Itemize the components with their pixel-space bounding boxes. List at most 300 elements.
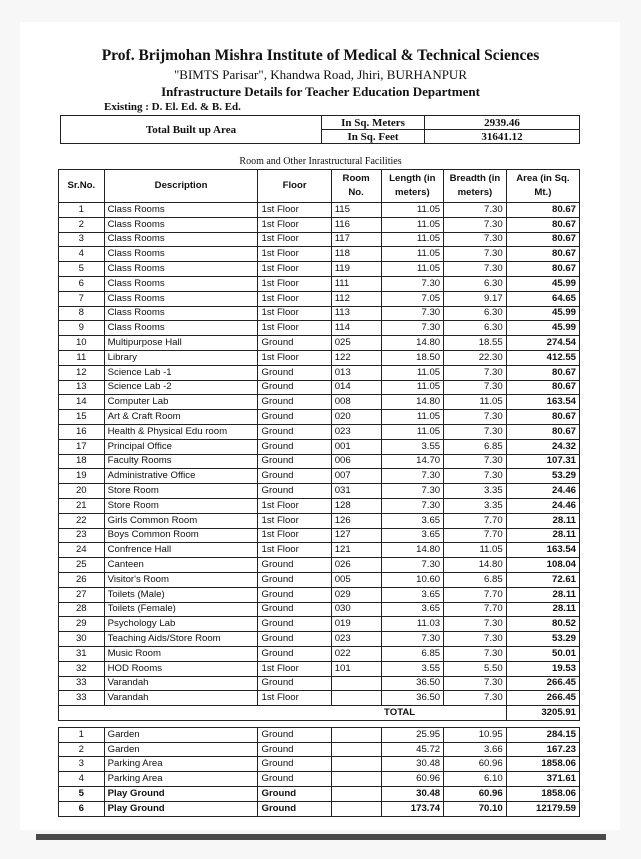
breadth-cell: 7.30 xyxy=(444,676,507,691)
room-row xyxy=(59,365,580,380)
floor-cell: Ground xyxy=(258,787,331,802)
room-no-cell: 121 xyxy=(331,543,381,558)
area-cell: 80.67 xyxy=(506,410,579,425)
floor-cell: Ground xyxy=(258,365,331,380)
room-row xyxy=(59,262,580,277)
room-row xyxy=(59,306,580,321)
breadth-cell: 6.30 xyxy=(444,276,507,291)
area-cell: 64.65 xyxy=(506,291,579,306)
length-cell: 7.30 xyxy=(381,498,444,513)
sr-cell: 19 xyxy=(59,469,105,484)
area-cell: 28.11 xyxy=(506,602,579,617)
col-area-header: Area (in Sq. Mt.) xyxy=(506,170,579,203)
room-no-cell xyxy=(331,801,381,816)
room-row xyxy=(59,572,580,587)
room-row xyxy=(59,424,580,439)
room-no-cell: 031 xyxy=(331,484,381,499)
description-cell: Class Rooms xyxy=(104,247,258,262)
sr-cell: 15 xyxy=(59,410,105,425)
sr-cell: 16 xyxy=(59,424,105,439)
length-cell: 30.48 xyxy=(381,787,444,802)
length-cell: 45.72 xyxy=(381,742,444,757)
room-row xyxy=(59,350,580,365)
length-cell: 3.65 xyxy=(381,587,444,602)
sr-cell: 1 xyxy=(59,727,105,742)
col-length-header: Length (in meters) xyxy=(381,170,444,203)
col-breadth-header: Breadth (in meters) xyxy=(444,170,507,203)
sr-cell: 26 xyxy=(59,572,105,587)
sr-cell: 11 xyxy=(59,350,105,365)
sr-cell: 2 xyxy=(59,742,105,757)
breadth-cell: 7.30 xyxy=(444,203,507,218)
room-no-cell: 114 xyxy=(331,321,381,336)
room-no-cell: 013 xyxy=(331,365,381,380)
sr-cell: 28 xyxy=(59,602,105,617)
sr-cell: 9 xyxy=(59,321,105,336)
existing-courses: Existing : D. El. Ed. & B. Ed. xyxy=(104,101,241,113)
description-cell: Class Rooms xyxy=(104,262,258,277)
breadth-cell: 7.30 xyxy=(444,217,507,232)
floor-cell: Ground xyxy=(258,801,331,816)
floor-cell: 1st Floor xyxy=(258,291,331,306)
room-no-cell xyxy=(331,757,381,772)
description-cell: Garden xyxy=(104,742,258,757)
floor-cell: 1st Floor xyxy=(258,306,331,321)
room-no-cell: 001 xyxy=(331,439,381,454)
room-row xyxy=(59,558,580,573)
floor-cell: Ground xyxy=(258,757,331,772)
room-no-cell: 117 xyxy=(331,232,381,247)
room-no-cell: 019 xyxy=(331,617,381,632)
room-no-cell: 118 xyxy=(331,247,381,262)
sr-cell: 7 xyxy=(59,291,105,306)
length-cell: 11.05 xyxy=(381,365,444,380)
description-cell: Health & Physical Edu room xyxy=(104,424,258,439)
length-cell: 18.50 xyxy=(381,350,444,365)
floor-cell: Ground xyxy=(258,572,331,587)
length-cell: 11.05 xyxy=(381,380,444,395)
floor-cell: Ground xyxy=(258,395,331,410)
area-cell: 80.67 xyxy=(506,424,579,439)
outdoor-row xyxy=(59,727,580,742)
room-no-cell: 005 xyxy=(331,572,381,587)
length-cell: 11.05 xyxy=(381,424,444,439)
area-cell: 24.46 xyxy=(506,484,579,499)
breadth-cell: 7.30 xyxy=(444,646,507,661)
area-cell: 80.67 xyxy=(506,247,579,262)
breadth-cell: 7.30 xyxy=(444,469,507,484)
length-cell: 7.30 xyxy=(381,558,444,573)
floor-cell: Ground xyxy=(258,454,331,469)
length-cell: 3.65 xyxy=(381,602,444,617)
breadth-cell: 14.80 xyxy=(444,558,507,573)
room-row xyxy=(59,632,580,647)
room-no-cell xyxy=(331,787,381,802)
room-row xyxy=(59,454,580,469)
room-row xyxy=(59,602,580,617)
floor-cell: 1st Floor xyxy=(258,217,331,232)
length-cell: 11.05 xyxy=(381,247,444,262)
floor-cell: Ground xyxy=(258,646,331,661)
sq-m-value: 2939.46 xyxy=(425,116,580,130)
floor-cell: 1st Floor xyxy=(258,276,331,291)
area-cell: 80.67 xyxy=(506,262,579,277)
sr-cell: 13 xyxy=(59,380,105,395)
room-row xyxy=(59,395,580,410)
area-cell: 80.52 xyxy=(506,617,579,632)
breadth-cell: 9.17 xyxy=(444,291,507,306)
description-cell: Class Rooms xyxy=(104,232,258,247)
sr-cell: 22 xyxy=(59,513,105,528)
description-cell: Store Room xyxy=(104,498,258,513)
breadth-cell: 6.30 xyxy=(444,321,507,336)
floor-cell: Ground xyxy=(258,676,331,691)
room-no-cell: 023 xyxy=(331,632,381,647)
length-cell: 7.30 xyxy=(381,321,444,336)
floor-cell: 1st Floor xyxy=(258,247,331,262)
description-cell: Psychology Lab xyxy=(104,617,258,632)
room-no-cell xyxy=(331,772,381,787)
length-cell: 14.80 xyxy=(381,543,444,558)
room-row xyxy=(59,321,580,336)
area-cell: 28.11 xyxy=(506,528,579,543)
sr-cell: 29 xyxy=(59,617,105,632)
area-cell: 45.99 xyxy=(506,306,579,321)
sr-cell: 6 xyxy=(59,801,105,816)
description-cell: Toilets (Male) xyxy=(104,587,258,602)
sr-cell: 25 xyxy=(59,558,105,573)
floor-cell: Ground xyxy=(258,484,331,499)
separator-row xyxy=(59,720,580,727)
room-row xyxy=(59,247,580,262)
description-cell: Class Rooms xyxy=(104,217,258,232)
room-no-cell: 008 xyxy=(331,395,381,410)
sr-cell: 3 xyxy=(59,232,105,247)
sr-cell: 24 xyxy=(59,543,105,558)
outdoor-row xyxy=(59,787,580,802)
sr-cell: 4 xyxy=(59,772,105,787)
area-cell: 107.31 xyxy=(506,454,579,469)
sr-cell: 17 xyxy=(59,439,105,454)
breadth-cell: 60.96 xyxy=(444,787,507,802)
description-cell: Teaching Aids/Store Room xyxy=(104,632,258,647)
area-cell: 284.15 xyxy=(506,727,579,742)
area-cell: 53.29 xyxy=(506,632,579,647)
total-row xyxy=(59,706,580,721)
breadth-cell: 7.30 xyxy=(444,247,507,262)
floor-cell: 1st Floor xyxy=(258,232,331,247)
floor-cell: Ground xyxy=(258,380,331,395)
description-cell: Science Lab -1 xyxy=(104,365,258,380)
area-cell: 80.67 xyxy=(506,380,579,395)
area-cell: 72.61 xyxy=(506,572,579,587)
area-cell: 28.11 xyxy=(506,513,579,528)
breadth-cell: 7.30 xyxy=(444,380,507,395)
description-cell: Class Rooms xyxy=(104,291,258,306)
breadth-cell: 7.70 xyxy=(444,513,507,528)
description-cell: Canteen xyxy=(104,558,258,573)
facilities-caption: Room and Other Inrastructural Facilities xyxy=(239,156,402,167)
area-cell: 24.32 xyxy=(506,439,579,454)
sr-cell: 21 xyxy=(59,498,105,513)
area-cell: 53.29 xyxy=(506,469,579,484)
room-row xyxy=(59,380,580,395)
room-row xyxy=(59,528,580,543)
area-cell: 1858.06 xyxy=(506,787,579,802)
area-cell: 45.99 xyxy=(506,321,579,336)
breadth-cell: 7.30 xyxy=(444,262,507,277)
room-row xyxy=(59,336,580,351)
built-up-row-sqm xyxy=(61,116,580,130)
length-cell: 30.48 xyxy=(381,757,444,772)
area-cell: 108.04 xyxy=(506,558,579,573)
description-cell: Music Room xyxy=(104,646,258,661)
area-cell: 371.61 xyxy=(506,772,579,787)
floor-cell: 1st Floor xyxy=(258,528,331,543)
length-cell: 36.50 xyxy=(381,691,444,706)
room-no-cell: 025 xyxy=(331,336,381,351)
room-no-cell xyxy=(331,727,381,742)
room-row xyxy=(59,276,580,291)
breadth-cell: 5.50 xyxy=(444,661,507,676)
length-cell: 11.05 xyxy=(381,410,444,425)
room-row xyxy=(59,498,580,513)
area-cell: 412.55 xyxy=(506,350,579,365)
breadth-cell: 7.30 xyxy=(444,424,507,439)
area-cell: 163.54 xyxy=(506,395,579,410)
breadth-cell: 60.96 xyxy=(444,757,507,772)
room-no-cell: 020 xyxy=(331,410,381,425)
room-no-cell: 022 xyxy=(331,646,381,661)
room-row xyxy=(59,439,580,454)
length-cell: 11.03 xyxy=(381,617,444,632)
room-no-cell: 126 xyxy=(331,513,381,528)
sr-cell: 5 xyxy=(59,787,105,802)
description-cell: Garden xyxy=(104,727,258,742)
sr-cell: 12 xyxy=(59,365,105,380)
floor-cell: Ground xyxy=(258,742,331,757)
room-no-cell: 026 xyxy=(331,558,381,573)
room-no-cell xyxy=(331,691,381,706)
length-cell: 36.50 xyxy=(381,676,444,691)
area-cell: 1858.06 xyxy=(506,757,579,772)
breadth-cell: 7.30 xyxy=(444,454,507,469)
room-no-cell xyxy=(331,742,381,757)
description-cell: Store Room xyxy=(104,484,258,499)
total-spacer xyxy=(59,706,382,721)
breadth-cell: 7.30 xyxy=(444,632,507,647)
outdoor-row xyxy=(59,772,580,787)
room-row xyxy=(59,587,580,602)
description-cell: Visitor's Room xyxy=(104,572,258,587)
breadth-cell: 7.70 xyxy=(444,587,507,602)
length-cell: 14.70 xyxy=(381,454,444,469)
floor-cell: 1st Floor xyxy=(258,350,331,365)
sr-cell: 33 xyxy=(59,691,105,706)
floor-cell: 1st Floor xyxy=(258,498,331,513)
area-cell: 12179.59 xyxy=(506,801,579,816)
area-cell: 28.11 xyxy=(506,587,579,602)
breadth-cell: 3.35 xyxy=(444,484,507,499)
room-no-cell: 030 xyxy=(331,602,381,617)
room-row xyxy=(59,203,580,218)
total-body xyxy=(59,706,580,728)
room-row xyxy=(59,410,580,425)
length-cell: 7.30 xyxy=(381,276,444,291)
floor-cell: 1st Floor xyxy=(258,262,331,277)
length-cell: 14.80 xyxy=(381,395,444,410)
sr-cell: 5 xyxy=(59,262,105,277)
room-row xyxy=(59,484,580,499)
sq-ft-value: 31641.12 xyxy=(425,130,580,144)
room-row xyxy=(59,661,580,676)
breadth-cell: 7.30 xyxy=(444,232,507,247)
facilities-header-row xyxy=(59,170,580,203)
description-cell: Class Rooms xyxy=(104,203,258,218)
area-cell: 266.45 xyxy=(506,676,579,691)
description-cell: Class Rooms xyxy=(104,306,258,321)
room-no-cell: 128 xyxy=(331,498,381,513)
room-no-cell: 029 xyxy=(331,587,381,602)
sr-cell: 6 xyxy=(59,276,105,291)
room-row xyxy=(59,676,580,691)
description-cell: Multipurpose Hall xyxy=(104,336,258,351)
length-cell: 7.30 xyxy=(381,632,444,647)
col-room-header: Room No. xyxy=(331,170,381,203)
description-cell: Faculty Rooms xyxy=(104,454,258,469)
institute-name: Prof. Brijmohan Mishra Institute of Medical & Technical Sciences xyxy=(101,47,540,64)
room-row xyxy=(59,646,580,661)
description-cell: Class Rooms xyxy=(104,321,258,336)
bottom-bar xyxy=(36,834,606,840)
breadth-cell: 70.10 xyxy=(444,801,507,816)
room-row xyxy=(59,291,580,306)
floor-cell: 1st Floor xyxy=(258,321,331,336)
room-no-cell: 113 xyxy=(331,306,381,321)
description-cell: Confrence Hall xyxy=(104,543,258,558)
floor-cell: 1st Floor xyxy=(258,203,331,218)
room-row xyxy=(59,617,580,632)
breadth-cell: 10.95 xyxy=(444,727,507,742)
description-cell: Computer Lab xyxy=(104,395,258,410)
floor-cell: 1st Floor xyxy=(258,691,331,706)
description-cell: Play Ground xyxy=(104,787,258,802)
built-up-area-table xyxy=(60,115,580,144)
sr-cell: 32 xyxy=(59,661,105,676)
area-cell: 80.67 xyxy=(506,365,579,380)
room-no-cell: 007 xyxy=(331,469,381,484)
sr-cell: 33 xyxy=(59,676,105,691)
description-cell: HOD Rooms xyxy=(104,661,258,676)
room-no-cell: 127 xyxy=(331,528,381,543)
area-cell: 24.46 xyxy=(506,498,579,513)
area-cell: 45.99 xyxy=(506,276,579,291)
area-cell: 80.67 xyxy=(506,203,579,218)
room-no-cell xyxy=(331,676,381,691)
sr-cell: 8 xyxy=(59,306,105,321)
description-cell: Administrative Office xyxy=(104,469,258,484)
room-no-cell: 023 xyxy=(331,424,381,439)
breadth-cell: 22.30 xyxy=(444,350,507,365)
length-cell: 3.65 xyxy=(381,528,444,543)
sr-cell: 3 xyxy=(59,757,105,772)
col-floor-header: Floor xyxy=(258,170,331,203)
floor-cell: Ground xyxy=(258,410,331,425)
sr-cell: 10 xyxy=(59,336,105,351)
breadth-cell: 7.30 xyxy=(444,365,507,380)
floor-cell: Ground xyxy=(258,617,331,632)
breadth-cell: 7.30 xyxy=(444,410,507,425)
length-cell: 3.65 xyxy=(381,513,444,528)
outdoor-body xyxy=(59,727,580,816)
description-cell: Parking Area xyxy=(104,757,258,772)
area-cell: 50.01 xyxy=(506,646,579,661)
floor-cell: Ground xyxy=(258,439,331,454)
breadth-cell: 18.55 xyxy=(444,336,507,351)
room-no-cell: 122 xyxy=(331,350,381,365)
breadth-cell: 7.30 xyxy=(444,617,507,632)
sr-cell: 1 xyxy=(59,203,105,218)
description-cell: Boys Common Room xyxy=(104,528,258,543)
floor-cell: Ground xyxy=(258,772,331,787)
sr-cell: 31 xyxy=(59,646,105,661)
length-cell: 10.60 xyxy=(381,572,444,587)
outdoor-row xyxy=(59,801,580,816)
total-label: TOTAL xyxy=(381,706,506,721)
floor-cell: Ground xyxy=(258,424,331,439)
length-cell: 11.05 xyxy=(381,217,444,232)
area-cell: 80.67 xyxy=(506,217,579,232)
length-cell: 11.05 xyxy=(381,203,444,218)
description-cell: Girls Common Room xyxy=(104,513,258,528)
area-cell: 163.54 xyxy=(506,543,579,558)
length-cell: 6.85 xyxy=(381,646,444,661)
length-cell: 7.30 xyxy=(381,306,444,321)
description-cell: Class Rooms xyxy=(104,276,258,291)
description-cell: Play Ground xyxy=(104,801,258,816)
length-cell: 11.05 xyxy=(381,262,444,277)
floor-cell: 1st Floor xyxy=(258,513,331,528)
breadth-cell: 3.35 xyxy=(444,498,507,513)
area-cell: 19.53 xyxy=(506,661,579,676)
breadth-cell: 7.70 xyxy=(444,528,507,543)
room-row xyxy=(59,217,580,232)
outdoor-row xyxy=(59,757,580,772)
sr-cell: 20 xyxy=(59,484,105,499)
room-no-cell: 119 xyxy=(331,262,381,277)
area-cell: 274.54 xyxy=(506,336,579,351)
breadth-cell: 6.10 xyxy=(444,772,507,787)
sr-cell: 23 xyxy=(59,528,105,543)
description-cell: Principal Office xyxy=(104,439,258,454)
breadth-cell: 6.85 xyxy=(444,572,507,587)
breadth-cell: 6.30 xyxy=(444,306,507,321)
length-cell: 14.80 xyxy=(381,336,444,351)
breadth-cell: 6.85 xyxy=(444,439,507,454)
built-up-label: Total Built up Area xyxy=(61,116,322,144)
room-row xyxy=(59,691,580,706)
floor-cell: Ground xyxy=(258,602,331,617)
total-value: 3205.91 xyxy=(506,706,579,721)
length-cell: 7.30 xyxy=(381,469,444,484)
length-cell: 3.55 xyxy=(381,439,444,454)
breadth-cell: 3.66 xyxy=(444,742,507,757)
floor-cell: 1st Floor xyxy=(258,661,331,676)
floor-cell: 1st Floor xyxy=(258,543,331,558)
length-cell: 7.30 xyxy=(381,484,444,499)
room-row xyxy=(59,469,580,484)
description-cell: Library xyxy=(104,350,258,365)
